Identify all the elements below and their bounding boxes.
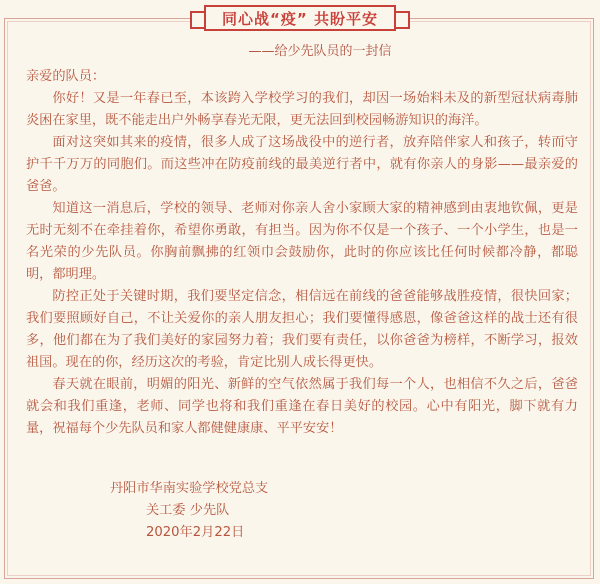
page-title: 同心战“疫” 共盼平安 — [222, 9, 378, 28]
paragraph: 知道这一消息后，学校的领导、老师对你亲人舍小家顾大家的精神感到由衷地钦佩，更是无时无刻不在牵挂着你，希望你勇敢，有担当。因为你不仅是一个孩子、一个小学生，也是一名光荣的少先队员。你胸前飘拂的红领巾会鼓励你，此时的你应该比任何时候都冷静，都聪明，都明理。 — [26, 201, 578, 282]
paragraph: 春天就在眼前，明媚的阳光、新鲜的空气依然属于我们每一个人，也相信不久之后，爸爸就会和我们重逢，老师、同学也将和我们重逢在春日美好的校园。心中有阳光，脚下就有力量，祝福每个少先队员和家人都健健康康、平平安安！ — [26, 377, 578, 436]
letter-body — [26, 66, 578, 440]
subtitle: ——给少先队员的一封信 — [248, 44, 392, 59]
salutation: 亲爱的队员： — [26, 69, 106, 84]
title-box — [204, 5, 396, 31]
paragraph: 你好！又是一年春已至，本该跨入学校学习的我们，却因一场始料未及的新型冠状病毒肺炎困在家里，既不能走出户外畅享春光无限，更无法回到校园畅游知识的海洋。 — [26, 91, 578, 128]
signature-block — [110, 478, 268, 544]
paragraph: 防控正处于关键时期，我们要坚定信念，相信远在前线的爸爸能够战胜疫情，很快回家；我们要照顾好自己，不让关爱你的亲人朋友担心；我们要懂得感恩，像爸爸这样的战士还有很多，他们都在为了我们美好的家园努力着；我们要有责任，以你爸爸为榜样，不断学习，报效祖国。现在的你，经历这次的考验，肯定比别人成长得更快。 — [26, 289, 578, 370]
title-ribbon — [190, 4, 410, 32]
signature-org: 丹阳市华南实验学校党总支 — [110, 481, 269, 496]
signature-dept: 关工委 少先队 — [146, 503, 230, 518]
signature-date: 2020年2月22日 — [146, 525, 245, 540]
paragraph: 面对这突如其来的疫情，很多人成了这场战役中的逆行者，放弃陪伴家人和孩子，转而守护千千万万的同胞们。而这些冲在防疫前线的最美逆行者中，就有你亲人的身影——最亲爱的爸爸。 — [26, 135, 578, 194]
